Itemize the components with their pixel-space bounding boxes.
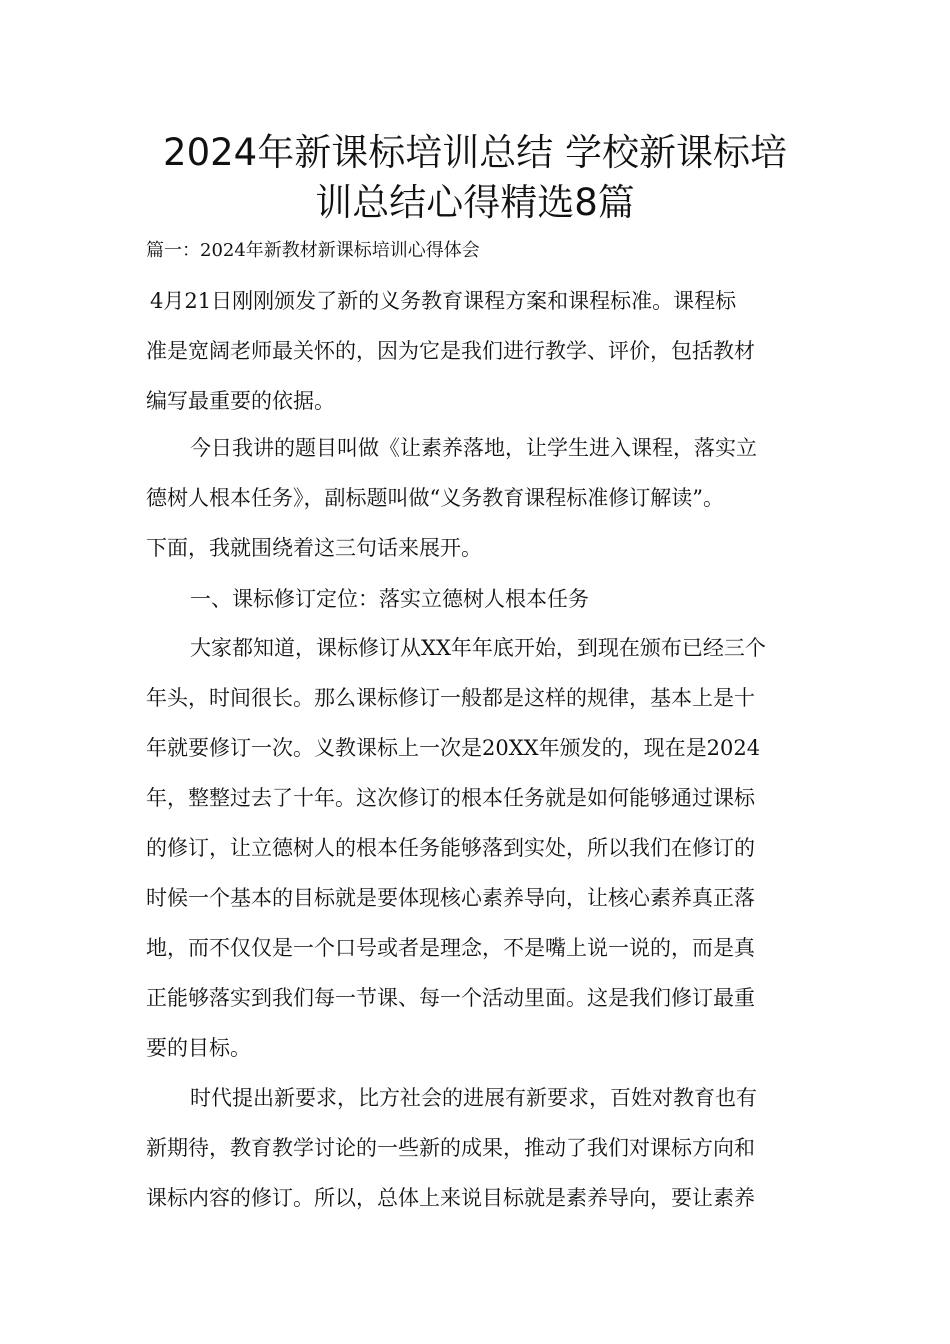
paragraph-line: 时代提出新要求，比方社会的进展有新要求，百姓对教育也有: [190, 1086, 757, 1110]
subsection-heading: 一、课标修订定位：落实立德树人根本任务: [190, 587, 589, 611]
paragraph-line: 年就要修订一次。义教课标上一次是20XX年颁发的，现在是2024: [146, 736, 761, 760]
paragraph-line: 编写最重要的依据。: [146, 389, 335, 413]
paragraph-line: 下面，我就围绕着这三句话来展开。: [146, 536, 482, 560]
paragraph-line: 准是宽阔老师最关怀的，因为它是我们进行教学、评价，包括教材: [146, 339, 755, 363]
paragraph-line: 大家都知道，课标修订从XX年年底开始，到现在颁布已经三个: [190, 636, 766, 660]
paragraph-line: 时候一个基本的目标就是要体现核心素养导向，让核心素养真正落: [146, 886, 755, 910]
document-title-line-1: 2024年新课标培训总结 学校新课标培: [163, 131, 787, 174]
paragraph-line: 课标内容的修订。所以，总体上来说目标就是素养导向，要让素养: [146, 1186, 755, 1210]
paragraph-line: 今日我讲的题目叫做《让素养落地，让学生进入课程，落实立: [190, 436, 757, 460]
paragraph-line: 新期待，教育教学讨论的一些新的成果，推动了我们对课标方向和: [146, 1136, 755, 1160]
document-title-line-2: 训总结心得精选8篇: [315, 181, 635, 224]
paragraph-line: 德树人根本任务》，副标题叫做“义务教育课程标准修订解读”。: [146, 486, 724, 510]
section-heading: 篇一：2024年新教材新课标培训心得体会: [146, 240, 480, 261]
paragraph-line: 要的目标。: [146, 1036, 251, 1060]
paragraph-line: 4月21日刚刚颁发了新的义务教育课程方案和课程标准。课程标: [150, 289, 737, 313]
paragraph-line: 地，而不仅仅是一个口号或者是理念，不是嘴上说一说的，而是真: [146, 936, 755, 960]
paragraph-line: 年头，时间很长。那么课标修订一般都是这样的规律，基本上是十: [146, 686, 755, 710]
paragraph-line: 正能够落实到我们每一节课、每一个活动里面。这是我们修订最重: [146, 986, 755, 1010]
paragraph-line: 的修订，让立德树人的根本任务能够落到实处，所以我们在修订的: [146, 836, 755, 860]
paragraph-line: 年，整整过去了十年。这次修订的根本任务就是如何能够通过课标: [146, 786, 755, 810]
